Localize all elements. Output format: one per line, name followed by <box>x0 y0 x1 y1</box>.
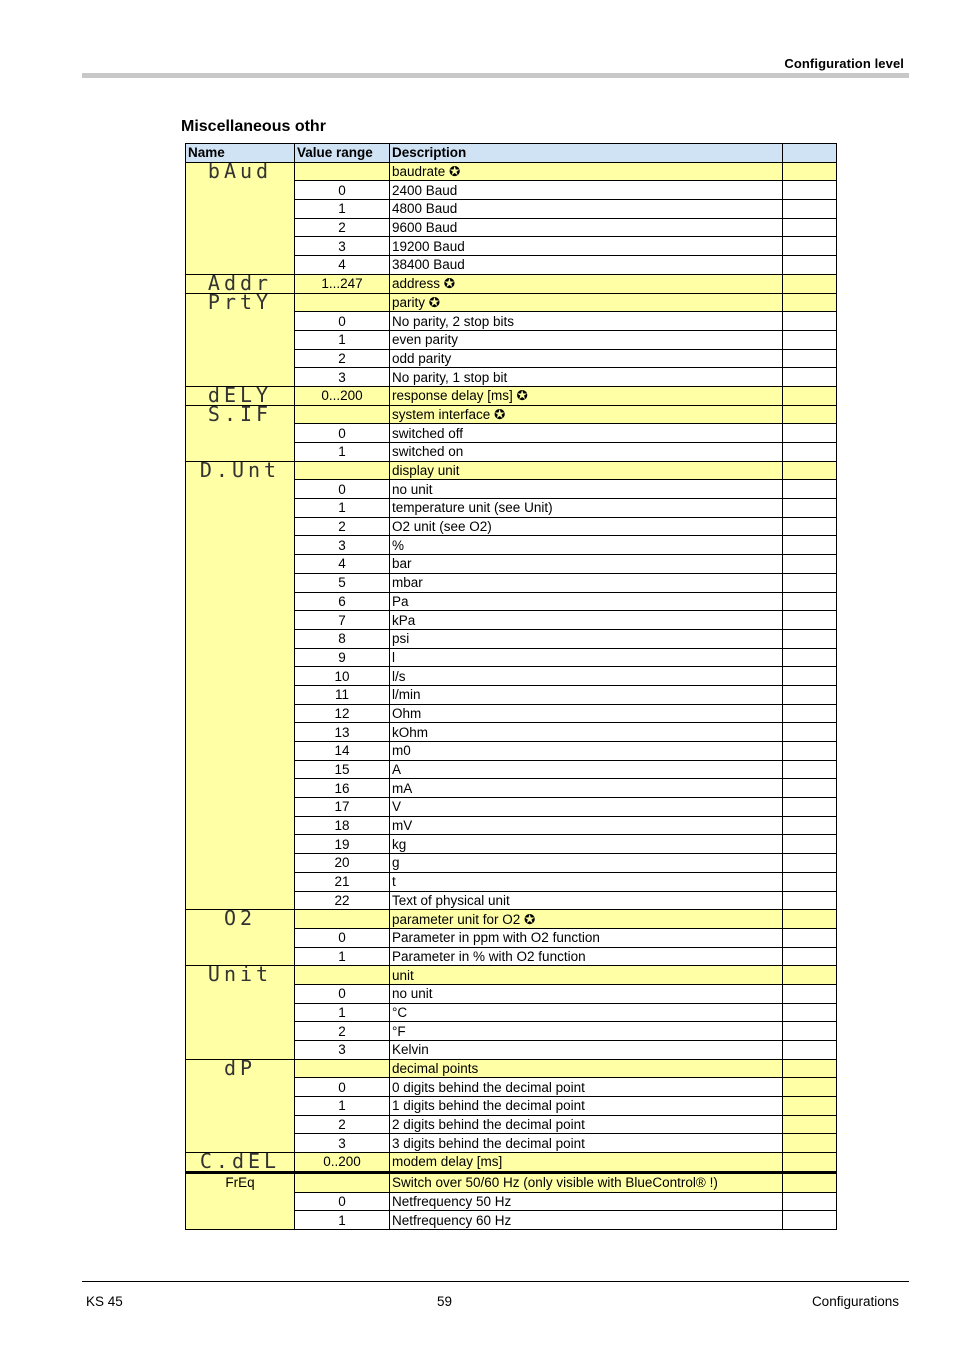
description-cell: odd parity <box>390 349 783 368</box>
parameter-name: Addr <box>186 274 295 293</box>
description-cell: baudrate ✪ <box>390 162 783 181</box>
value-range-cell: 13 <box>295 723 390 742</box>
description-cell: temperature unit (see Unit) <box>390 499 783 518</box>
extra-cell <box>783 667 837 686</box>
extra-cell <box>783 162 837 181</box>
extra-cell <box>783 779 837 798</box>
description-cell: 3 digits behind the decimal point <box>390 1134 783 1153</box>
description-cell: % <box>390 536 783 555</box>
value-range-cell: 0 <box>295 928 390 947</box>
table-row <box>186 293 837 312</box>
value-range-cell: 2 <box>295 1022 390 1041</box>
description-cell: O2 unit (see O2) <box>390 517 783 536</box>
description-cell: switched off <box>390 424 783 443</box>
description-cell: t <box>390 872 783 891</box>
description-cell: kPa <box>390 611 783 630</box>
description-cell: mbar <box>390 573 783 592</box>
column-header-value-range: Value range <box>295 144 390 163</box>
value-range-cell: 2 <box>295 517 390 536</box>
description-cell: unit <box>390 966 783 985</box>
parameter-name: O2 <box>186 910 295 966</box>
extra-cell <box>783 629 837 648</box>
extra-cell <box>783 1211 837 1230</box>
parameter-name: dELY <box>186 386 295 405</box>
extra-cell <box>783 293 837 312</box>
extra-cell <box>783 499 837 518</box>
extra-cell <box>783 312 837 331</box>
value-range-cell: 17 <box>295 798 390 817</box>
value-range-cell: 4 <box>295 256 390 275</box>
extra-cell <box>783 984 837 1003</box>
value-range-cell: 14 <box>295 742 390 761</box>
table-row <box>186 966 837 985</box>
value-range-cell: 0...200 <box>295 386 390 405</box>
table-row <box>186 461 837 480</box>
description-cell: even parity <box>390 330 783 349</box>
parameter-name: bAud <box>186 162 295 274</box>
description-cell: display unit <box>390 461 783 480</box>
description-cell: l/min <box>390 685 783 704</box>
extra-cell <box>783 1078 837 1097</box>
description-cell: psi <box>390 629 783 648</box>
description-cell: g <box>390 854 783 873</box>
description-cell: system interface ✪ <box>390 405 783 424</box>
extra-cell <box>783 592 837 611</box>
description-cell: parameter unit for O2 ✪ <box>390 910 783 929</box>
table-body <box>186 162 837 1229</box>
value-range-cell: 0 <box>295 181 390 200</box>
description-cell: no unit <box>390 480 783 499</box>
parameter-name: C.dEL <box>186 1153 295 1173</box>
description-cell: 19200 Baud <box>390 237 783 256</box>
value-range-cell <box>295 405 390 424</box>
value-range-cell: 7 <box>295 611 390 630</box>
header-divider <box>82 73 909 78</box>
value-range-cell: 15 <box>295 760 390 779</box>
column-header-description: Description <box>390 144 783 163</box>
extra-cell <box>783 200 837 219</box>
parameter-name: dP <box>186 1059 295 1152</box>
value-range-cell: 3 <box>295 237 390 256</box>
extra-cell <box>783 891 837 910</box>
parameter-name: Unit <box>186 966 295 1059</box>
description-cell: response delay [ms] ✪ <box>390 386 783 405</box>
extra-cell <box>783 349 837 368</box>
value-range-cell: 19 <box>295 835 390 854</box>
description-cell: °F <box>390 1022 783 1041</box>
value-range-cell: 1 <box>295 1211 390 1230</box>
extra-cell <box>783 573 837 592</box>
value-range-cell: 22 <box>295 891 390 910</box>
value-range-cell <box>295 461 390 480</box>
parameter-name: FrEq <box>186 1172 295 1229</box>
description-cell: Pa <box>390 592 783 611</box>
extra-cell <box>783 555 837 574</box>
value-range-cell: 1 <box>295 330 390 349</box>
value-range-cell: 0 <box>295 1192 390 1211</box>
value-range-cell: 1...247 <box>295 274 390 293</box>
column-header-extra <box>783 144 837 163</box>
value-range-cell: 20 <box>295 854 390 873</box>
description-cell: mA <box>390 779 783 798</box>
extra-cell <box>783 648 837 667</box>
description-cell: 4800 Baud <box>390 200 783 219</box>
extra-cell <box>783 947 837 966</box>
extra-cell <box>783 704 837 723</box>
value-range-cell: 6 <box>295 592 390 611</box>
value-range-cell: 11 <box>295 685 390 704</box>
description-cell: No parity, 1 stop bit <box>390 368 783 387</box>
extra-cell <box>783 1153 837 1173</box>
extra-cell <box>783 517 837 536</box>
value-range-cell: 0 <box>295 984 390 1003</box>
extra-cell <box>783 218 837 237</box>
description-cell: decimal points <box>390 1059 783 1078</box>
description-cell: 2400 Baud <box>390 181 783 200</box>
description-cell: Netfrequency 50 Hz <box>390 1192 783 1211</box>
value-range-cell <box>295 1059 390 1078</box>
extra-cell <box>783 1003 837 1022</box>
description-cell: Text of physical unit <box>390 891 783 910</box>
value-range-cell: 0 <box>295 480 390 499</box>
value-range-cell: 21 <box>295 872 390 891</box>
description-cell: °C <box>390 1003 783 1022</box>
value-range-cell: 10 <box>295 667 390 686</box>
extra-cell <box>783 1192 837 1211</box>
description-cell: switched on <box>390 443 783 462</box>
extra-cell <box>783 443 837 462</box>
extra-cell <box>783 611 837 630</box>
value-range-cell: 1 <box>295 1003 390 1022</box>
description-cell: kOhm <box>390 723 783 742</box>
extra-cell <box>783 237 837 256</box>
description-cell: bar <box>390 555 783 574</box>
extra-cell <box>783 461 837 480</box>
description-cell: modem delay [ms] <box>390 1153 783 1173</box>
value-range-cell: 2 <box>295 218 390 237</box>
extra-cell <box>783 1115 837 1134</box>
extra-cell <box>783 928 837 947</box>
value-range-cell: 5 <box>295 573 390 592</box>
value-range-cell: 1 <box>295 200 390 219</box>
description-cell: kg <box>390 835 783 854</box>
description-cell: mV <box>390 816 783 835</box>
extra-cell <box>783 798 837 817</box>
table-row <box>186 1153 837 1173</box>
description-cell: 38400 Baud <box>390 256 783 275</box>
value-range-cell: 9 <box>295 648 390 667</box>
value-range-cell: 1 <box>295 443 390 462</box>
table-header-row <box>186 144 837 163</box>
value-range-cell: 0 <box>295 1078 390 1097</box>
table-row <box>186 405 837 424</box>
description-cell: No parity, 2 stop bits <box>390 312 783 331</box>
description-cell: Parameter in ppm with O2 function <box>390 928 783 947</box>
footer-page-number: 59 <box>437 1294 453 1309</box>
description-cell: parity ✪ <box>390 293 783 312</box>
extra-cell <box>783 910 837 929</box>
value-range-cell: 1 <box>295 499 390 518</box>
description-cell: Switch over 50/60 Hz (only visible with BlueControl® !) <box>390 1172 783 1192</box>
value-range-cell <box>295 966 390 985</box>
extra-cell <box>783 816 837 835</box>
extra-cell <box>783 274 837 293</box>
table-row <box>186 1172 837 1192</box>
description-cell: l/s <box>390 667 783 686</box>
extra-cell <box>783 368 837 387</box>
table-row <box>186 910 837 929</box>
extra-cell <box>783 1172 837 1192</box>
parameter-name: S.IF <box>186 405 295 461</box>
extra-cell <box>783 742 837 761</box>
description-cell: 0 digits behind the decimal point <box>390 1078 783 1097</box>
extra-cell <box>783 386 837 405</box>
footer-divider <box>82 1281 909 1282</box>
value-range-cell: 1 <box>295 947 390 966</box>
extra-cell <box>783 723 837 742</box>
value-range-cell: 8 <box>295 629 390 648</box>
parameter-name: PrtY <box>186 293 295 386</box>
value-range-cell: 3 <box>295 368 390 387</box>
table-row <box>186 274 837 293</box>
value-range-cell: 2 <box>295 349 390 368</box>
header-title: Configuration level <box>784 56 904 71</box>
extra-cell <box>783 966 837 985</box>
table-row <box>186 162 837 181</box>
extra-cell <box>783 872 837 891</box>
value-range-cell <box>295 293 390 312</box>
description-cell: 2 digits behind the decimal point <box>390 1115 783 1134</box>
table-row <box>186 1059 837 1078</box>
value-range-cell: 3 <box>295 1041 390 1060</box>
value-range-cell: 12 <box>295 704 390 723</box>
description-cell: Netfrequency 60 Hz <box>390 1211 783 1230</box>
extra-cell <box>783 685 837 704</box>
value-range-cell: 3 <box>295 536 390 555</box>
description-cell: Ohm <box>390 704 783 723</box>
description-cell: no unit <box>390 984 783 1003</box>
extra-cell <box>783 1097 837 1116</box>
description-cell: Parameter in % with O2 function <box>390 947 783 966</box>
value-range-cell <box>295 910 390 929</box>
extra-cell <box>783 1022 837 1041</box>
description-cell: 9600 Baud <box>390 218 783 237</box>
value-range-cell <box>295 162 390 181</box>
value-range-cell: 3 <box>295 1134 390 1153</box>
extra-cell <box>783 1134 837 1153</box>
extra-cell <box>783 480 837 499</box>
extra-cell <box>783 1041 837 1060</box>
config-table <box>185 143 837 1230</box>
extra-cell <box>783 181 837 200</box>
extra-cell <box>783 536 837 555</box>
footer-product: KS 45 <box>86 1294 123 1309</box>
value-range-cell: 18 <box>295 816 390 835</box>
value-range-cell: 4 <box>295 555 390 574</box>
description-cell: l <box>390 648 783 667</box>
parameter-name: D.Unt <box>186 461 295 910</box>
column-header-name: Name <box>186 144 295 163</box>
value-range-cell: 0..200 <box>295 1153 390 1173</box>
extra-cell <box>783 1059 837 1078</box>
description-cell: 1 digits behind the decimal point <box>390 1097 783 1116</box>
description-cell: Kelvin <box>390 1041 783 1060</box>
value-range-cell <box>295 1172 390 1192</box>
extra-cell <box>783 256 837 275</box>
description-cell: m0 <box>390 742 783 761</box>
table-row <box>186 386 837 405</box>
extra-cell <box>783 330 837 349</box>
description-cell: V <box>390 798 783 817</box>
extra-cell <box>783 854 837 873</box>
description-cell: A <box>390 760 783 779</box>
extra-cell <box>783 405 837 424</box>
footer-chapter: Configurations <box>811 1294 899 1309</box>
value-range-cell: 0 <box>295 424 390 443</box>
value-range-cell: 0 <box>295 312 390 331</box>
value-range-cell: 1 <box>295 1097 390 1116</box>
extra-cell <box>783 760 837 779</box>
description-cell: address ✪ <box>390 274 783 293</box>
extra-cell <box>783 424 837 443</box>
value-range-cell: 16 <box>295 779 390 798</box>
value-range-cell: 2 <box>295 1115 390 1134</box>
extra-cell <box>783 835 837 854</box>
section-title: Miscellaneous othr <box>181 118 326 135</box>
